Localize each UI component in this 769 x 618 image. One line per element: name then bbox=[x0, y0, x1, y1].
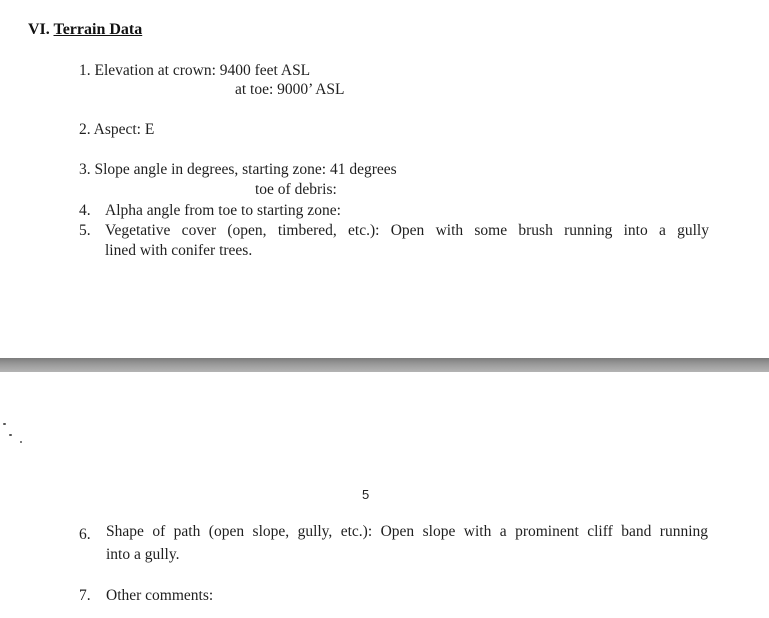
scan-speck bbox=[20, 441, 22, 443]
comments-text: Other comments: bbox=[106, 587, 214, 604]
elevation-line: 1. Elevation at crown: 9400 feet ASL bbox=[79, 62, 311, 79]
scan-speck bbox=[9, 434, 12, 436]
path-shape-line-1: Shape of path (open slope, gully, etc.): Open slope with a prominent cliff band running bbox=[106, 523, 708, 540]
path-shape-line-2: into a gully. bbox=[106, 546, 180, 563]
section-number: VI. bbox=[28, 21, 50, 38]
scan-speck bbox=[3, 423, 6, 425]
section-heading bbox=[28, 21, 142, 39]
path-shape-number: 6. bbox=[79, 526, 91, 543]
page-number: 5 bbox=[362, 487, 370, 502]
alpha-number: 4. bbox=[79, 202, 91, 219]
vegetation-line-2: lined with conifer trees. bbox=[105, 242, 253, 259]
elevation-toe-line: at toe: 9000’ ASL bbox=[235, 81, 345, 98]
section-title: Terrain Data bbox=[53, 21, 143, 38]
comments-number: 7. bbox=[79, 587, 91, 604]
vegetation-number: 5. bbox=[79, 222, 91, 239]
slope-line: 3. Slope angle in degrees, starting zone: 41 degrees bbox=[79, 161, 397, 178]
aspect-line: 2. Aspect: E bbox=[79, 121, 155, 138]
alpha-text: Alpha angle from toe to starting zone: bbox=[105, 202, 341, 219]
vegetation-line-1: Vegetative cover (open, timbered, etc.): Open with some brush running into a gully bbox=[105, 222, 709, 239]
page-break-divider bbox=[0, 358, 769, 372]
slope-toe-line: toe of debris: bbox=[255, 181, 337, 198]
